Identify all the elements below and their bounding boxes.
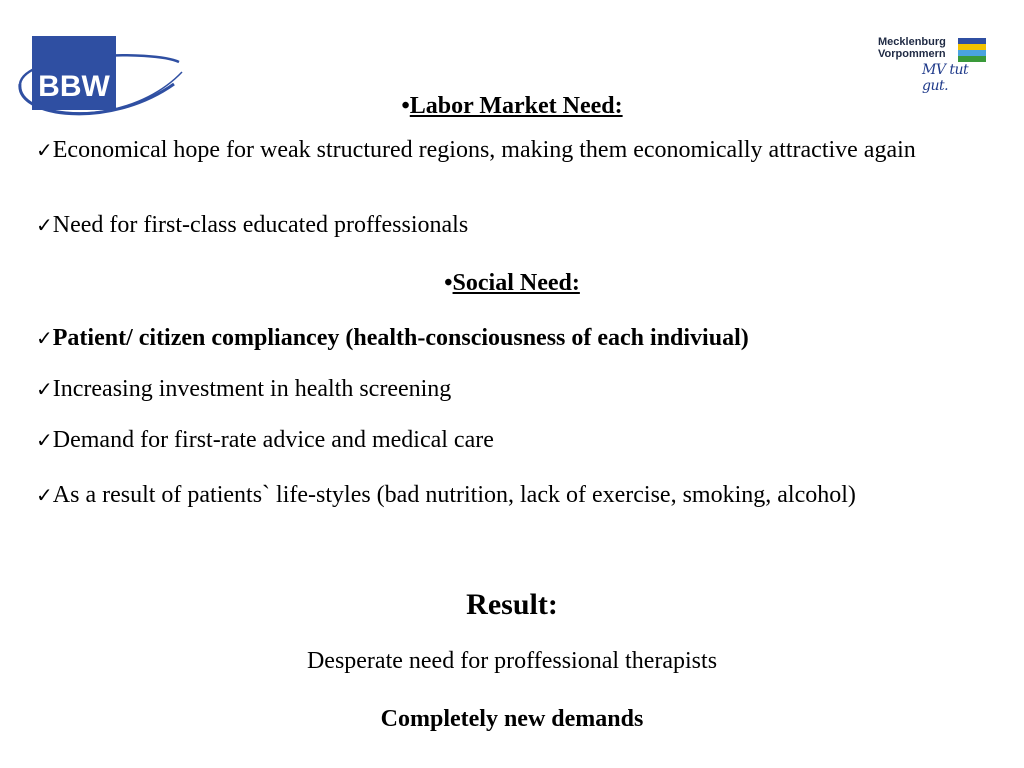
list-item bbox=[36, 133, 916, 167]
mv-logo-text bbox=[878, 36, 946, 60]
social-bullet: • bbox=[444, 270, 453, 296]
list-item bbox=[36, 372, 916, 406]
result-heading: Result: bbox=[466, 588, 558, 621]
labor-heading-text: Labor Market Need: bbox=[409, 93, 623, 119]
list-item bbox=[36, 321, 916, 355]
list-item-text: Economical hope for weak structured regions, making them economically attractive again bbox=[52, 137, 916, 163]
mv-logo bbox=[878, 36, 990, 94]
mv-flag-icon bbox=[958, 38, 986, 62]
list-item bbox=[36, 208, 916, 242]
list-item-text: Demand for first-rate advice and medical care bbox=[52, 427, 494, 453]
mv-logo-line2: Vorpommern bbox=[878, 48, 946, 60]
check-icon: ✓ bbox=[36, 138, 53, 162]
result-bold-text: Completely new demands bbox=[380, 706, 644, 732]
list-item-text: Need for first-class educated proffessionals bbox=[52, 212, 469, 238]
mv-slogan: MV tut gut. bbox=[922, 62, 969, 94]
list-item-text: Increasing investment in health screening bbox=[52, 376, 452, 402]
social-heading-text: Social Need: bbox=[452, 270, 580, 296]
labor-market-heading bbox=[0, 93, 1024, 120]
check-icon: ✓ bbox=[36, 428, 53, 452]
list-item bbox=[36, 475, 916, 515]
list-item-text: Patient/ citizen compliancey (health-consciousness of each indiviual) bbox=[52, 325, 749, 351]
labor-bullet: • bbox=[401, 93, 410, 119]
mv-logo-line1: Mecklenburg bbox=[878, 36, 946, 48]
check-icon: ✓ bbox=[36, 483, 53, 507]
list-item bbox=[36, 423, 916, 457]
check-icon: ✓ bbox=[36, 213, 53, 237]
check-icon: ✓ bbox=[36, 377, 53, 401]
list-item-text: As a result of patients` life-styles (bad nutrition, lack of exercise, smoking, alcohol) bbox=[52, 482, 856, 508]
bbw-logo-text: BBW bbox=[38, 70, 110, 103]
result-text: Desperate need for proffessional therapists bbox=[306, 648, 718, 674]
check-icon: ✓ bbox=[36, 326, 53, 350]
social-need-heading bbox=[0, 270, 1024, 297]
